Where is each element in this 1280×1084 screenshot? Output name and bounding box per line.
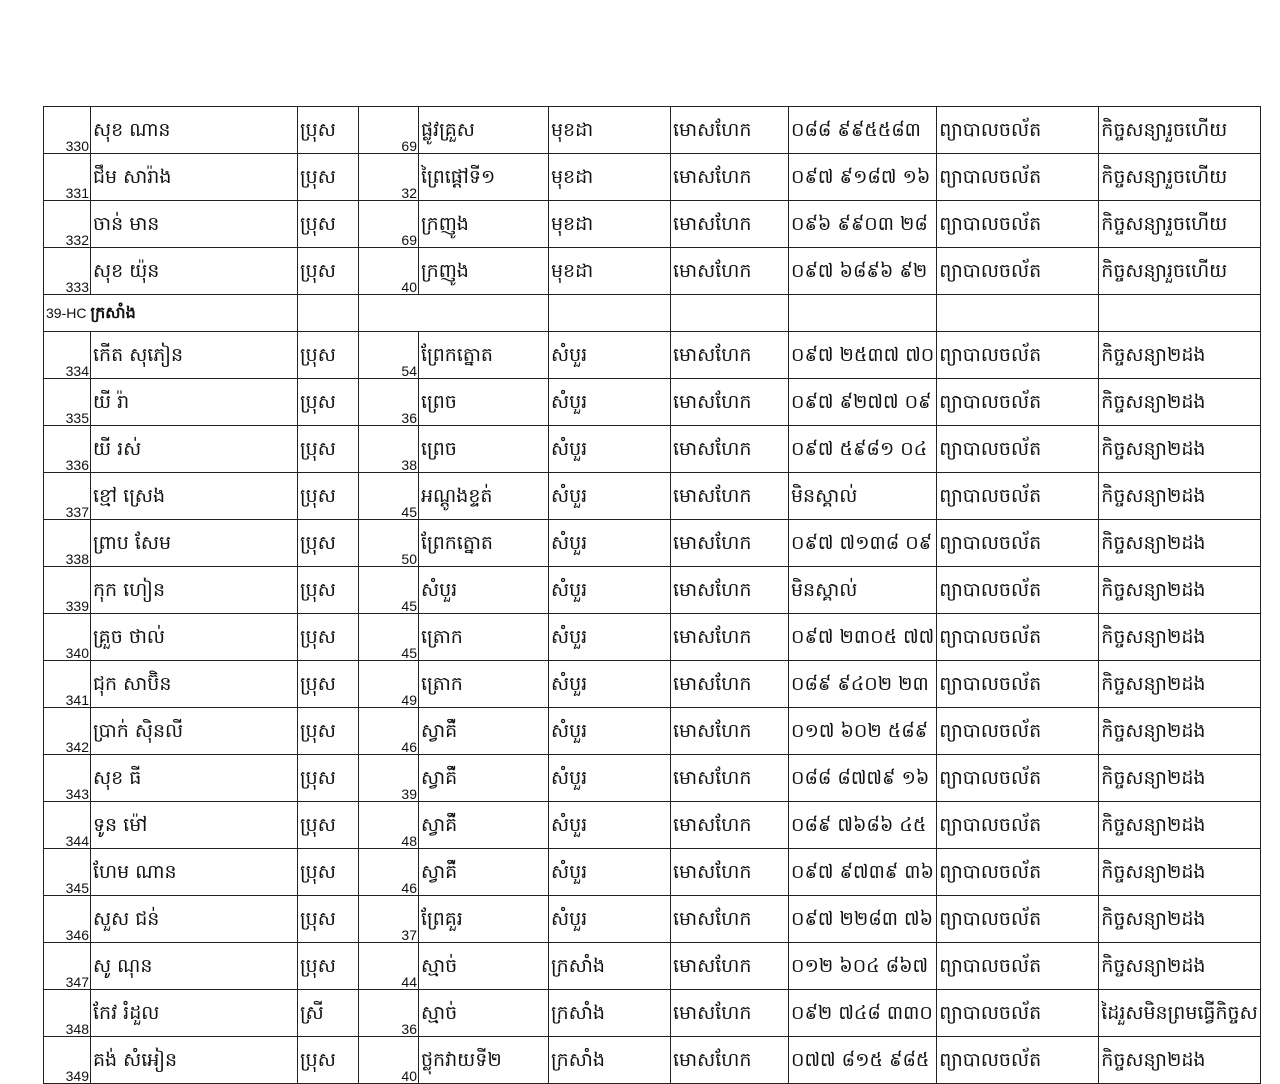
village-name: ស្វាគ៌ី <box>419 802 549 849</box>
patient-name: ព្រាប សែម <box>91 520 298 567</box>
table-row <box>44 1037 1261 1084</box>
contract-status: កិច្ចសន្យា២ដង <box>1099 1037 1260 1084</box>
treatment-type: ព្យាបាលចល័ត <box>937 990 1099 1037</box>
contract-status: កិច្ចសន្យា២ដង <box>1099 708 1260 755</box>
row-number: 335 <box>44 379 91 426</box>
table-row <box>44 426 1261 473</box>
patient-age: 54 <box>359 332 419 379</box>
phone-number: ០៨៩ ៩៤០២ ២៣ <box>789 661 937 708</box>
section-row <box>44 295 1261 332</box>
row-number: 332 <box>44 201 91 248</box>
group-name: មោសហែក <box>671 708 789 755</box>
village-name: ស្វាគ៌ី <box>419 708 549 755</box>
village-name: ស្មាច់ <box>419 943 549 990</box>
row-number: 348 <box>44 990 91 1037</box>
patient-sex: ប្រុស <box>298 332 359 379</box>
row-number: 331 <box>44 154 91 201</box>
commune-name: ក្រសាំង <box>549 943 671 990</box>
patient-sex: ប្រុស <box>298 426 359 473</box>
treatment-type: ព្យាបាលចល័ត <box>937 379 1099 426</box>
patient-table <box>43 106 1261 1084</box>
table-row <box>44 201 1261 248</box>
phone-number: ០៩៧ ៩២៧៧ ០៩ <box>789 379 937 426</box>
phone-number: ០៩៧ ៩៧៣៩ ៣៦ <box>789 849 937 896</box>
patient-name: ចាន់ មាន <box>91 201 298 248</box>
patient-sex: ប្រុស <box>298 520 359 567</box>
patient-sex: ប្រុស <box>298 708 359 755</box>
commune-name: សំបួរ <box>549 520 671 567</box>
group-name: មោសហែក <box>671 849 789 896</box>
commune-name: សំបួរ <box>549 332 671 379</box>
village-name: ត្រោក <box>419 614 549 661</box>
empty-cell <box>671 295 789 332</box>
patient-age: 39 <box>359 755 419 802</box>
row-number: 343 <box>44 755 91 802</box>
treatment-type: ព្យាបាលចល័ត <box>937 802 1099 849</box>
group-name: មោសហែក <box>671 1037 789 1084</box>
patient-sex: ប្រុស <box>298 896 359 943</box>
treatment-type: ព្យាបាលចល័ត <box>937 248 1099 295</box>
contract-status: កិច្ចសន្យារួចហើយ <box>1099 201 1260 248</box>
patient-age: 32 <box>359 154 419 201</box>
patient-name: សុខ ធី <box>91 755 298 802</box>
patient-sex: ប្រុស <box>298 943 359 990</box>
patient-age: 45 <box>359 614 419 661</box>
table-row <box>44 473 1261 520</box>
patient-name: ជឹម សារ៉ាង <box>91 154 298 201</box>
contract-status: កិច្ចសន្យារួចហើយ <box>1099 248 1260 295</box>
empty-cell <box>549 295 671 332</box>
commune-name: មុខដា <box>549 107 671 154</box>
treatment-type: ព្យាបាលចល័ត <box>937 849 1099 896</box>
empty-cell <box>1099 295 1260 332</box>
row-number: 341 <box>44 661 91 708</box>
patient-age: 40 <box>359 1037 419 1084</box>
village-name: ព្រេច <box>419 379 549 426</box>
patient-name: ប្រាក់ ស៊ិនលី <box>91 708 298 755</box>
contract-status: កិច្ចសន្យា២ដង <box>1099 426 1260 473</box>
group-name: មោសហែក <box>671 107 789 154</box>
patient-age: 48 <box>359 802 419 849</box>
row-number: 342 <box>44 708 91 755</box>
row-number: 338 <box>44 520 91 567</box>
treatment-type: ព្យាបាលចល័ត <box>937 614 1099 661</box>
patient-age: 36 <box>359 990 419 1037</box>
phone-number: ០៩៧ ២៣០៥ ៧៧ <box>789 614 937 661</box>
group-name: មោសហែក <box>671 473 789 520</box>
empty-cell <box>359 295 549 332</box>
section-cell <box>44 295 298 332</box>
patient-name: សុខ យ៉ុន <box>91 248 298 295</box>
patient-name: ហែម ណាន <box>91 849 298 896</box>
phone-number: ០៧៧ ៨១៥ ៩៨៥ <box>789 1037 937 1084</box>
village-name: ព្រែគួរ <box>419 896 549 943</box>
patient-age: 44 <box>359 943 419 990</box>
village-name: សំបួរ <box>419 567 549 614</box>
treatment-type: ព្យាបាលចល័ត <box>937 107 1099 154</box>
group-name: មោសហែក <box>671 201 789 248</box>
table-row <box>44 708 1261 755</box>
row-number: 349 <box>44 1037 91 1084</box>
group-name: មោសហែក <box>671 426 789 473</box>
treatment-type: ព្យាបាលចល័ត <box>937 943 1099 990</box>
patient-age: 49 <box>359 661 419 708</box>
group-name: មោសហែក <box>671 990 789 1037</box>
empty-cell <box>937 295 1099 332</box>
table-row <box>44 661 1261 708</box>
empty-cell <box>298 295 359 332</box>
table-row <box>44 154 1261 201</box>
patient-name: សុខ ណាន <box>91 107 298 154</box>
row-number: 344 <box>44 802 91 849</box>
phone-number: ០៩៧ ៦៨៩៦ ៩២ <box>789 248 937 295</box>
table-row <box>44 107 1261 154</box>
row-number: 345 <box>44 849 91 896</box>
row-number: 333 <box>44 248 91 295</box>
table-row <box>44 755 1261 802</box>
table-row <box>44 614 1261 661</box>
table-row <box>44 248 1261 295</box>
table-row <box>44 896 1261 943</box>
village-name: ស្វាគ៌ី <box>419 755 549 802</box>
phone-number: ០៨៨ ៨៧៧៩ ១៦ <box>789 755 937 802</box>
table-row <box>44 849 1261 896</box>
table-row <box>44 990 1261 1037</box>
treatment-type: ព្យាបាលចល័ត <box>937 567 1099 614</box>
patient-sex: ប្រុស <box>298 107 359 154</box>
patient-name: កុក ហៀន <box>91 567 298 614</box>
patient-name: សូ ណុន <box>91 943 298 990</box>
village-name: ថ្លុកវាយទី២ <box>419 1037 549 1084</box>
village-name: ព្រែកត្នោត <box>419 332 549 379</box>
patient-age: 38 <box>359 426 419 473</box>
phone-number: ០៩៧ ៩១៨៧ ១៦ <box>789 154 937 201</box>
row-number: 340 <box>44 614 91 661</box>
patient-age: 46 <box>359 849 419 896</box>
phone-number: ០៩៦ ៩៩០៣ ២៨ <box>789 201 937 248</box>
village-name: ស្វាគ៌ី <box>419 849 549 896</box>
contract-status: ដៃរួសមិនព្រមធ្វើកិច្ចស <box>1099 990 1260 1037</box>
contract-status: កិច្ចសន្យា២ដង <box>1099 896 1260 943</box>
group-name: មោសហែក <box>671 802 789 849</box>
row-number: 339 <box>44 567 91 614</box>
group-name: មោសហែក <box>671 896 789 943</box>
contract-status: កិច្ចសន្យារួចហើយ <box>1099 154 1260 201</box>
patient-sex: ប្រុស <box>298 614 359 661</box>
patient-age: 50 <box>359 520 419 567</box>
phone-number: មិនស្គាល់ <box>789 473 937 520</box>
contract-status: កិច្ចសន្យា២ដង <box>1099 614 1260 661</box>
commune-name: សំបួរ <box>549 896 671 943</box>
table-row <box>44 567 1261 614</box>
treatment-type: ព្យាបាលចល័ត <box>937 661 1099 708</box>
patient-age: 36 <box>359 379 419 426</box>
commune-name: សំបួរ <box>549 708 671 755</box>
patient-sex: ប្រុស <box>298 567 359 614</box>
patient-age: 37 <box>359 896 419 943</box>
patient-sex: ប្រុស <box>298 755 359 802</box>
treatment-type: ព្យាបាលចល័ត <box>937 154 1099 201</box>
treatment-type: ព្យាបាលចល័ត <box>937 1037 1099 1084</box>
table-body <box>44 107 1261 1084</box>
patient-age: 45 <box>359 473 419 520</box>
patient-name: កើត សុភៀន <box>91 332 298 379</box>
contract-status: កិច្ចសន្យារួចហើយ <box>1099 107 1260 154</box>
village-name: អណ្តូងខ្ទត់ <box>419 473 549 520</box>
patient-name: ខ្មៅ ស្រេង <box>91 473 298 520</box>
contract-status: កិច្ចសន្យា២ដង <box>1099 802 1260 849</box>
patient-sex: ប្រុស <box>298 802 359 849</box>
row-number: 330 <box>44 107 91 154</box>
phone-number: ០៩៧ ២២៨៣ ៧៦ <box>789 896 937 943</box>
patient-name: យី រ៉ា <box>91 379 298 426</box>
commune-name: សំបួរ <box>549 567 671 614</box>
commune-name: សំបួរ <box>549 426 671 473</box>
patient-age: 40 <box>359 248 419 295</box>
phone-number: ០១២ ៦០៤ ៨៦៧ <box>789 943 937 990</box>
treatment-type: ព្យាបាលចល័ត <box>937 520 1099 567</box>
contract-status: កិច្ចសន្យា២ដង <box>1099 379 1260 426</box>
phone-number: ០៩៧ ៥៩៨១ ០៤ <box>789 426 937 473</box>
row-number: 334 <box>44 332 91 379</box>
patient-sex: ប្រុស <box>298 849 359 896</box>
patient-sex: ស្រី <box>298 990 359 1037</box>
patient-name: ជុក សាប៊ិន <box>91 661 298 708</box>
contract-status: កិច្ចសន្យា២ដង <box>1099 473 1260 520</box>
contract-status: កិច្ចសន្យា២ដង <box>1099 520 1260 567</box>
group-name: មោសហែក <box>671 567 789 614</box>
phone-number: ០៩២ ៧៤៨ ៣៣០ <box>789 990 937 1037</box>
patient-sex: ប្រុស <box>298 661 359 708</box>
commune-name: សំបួរ <box>549 661 671 708</box>
group-name: មោសហែក <box>671 520 789 567</box>
contract-status: កិច្ចសន្យា២ដង <box>1099 567 1260 614</box>
phone-number: ០៨៩ ៧៦៨៦ ៤៥ <box>789 802 937 849</box>
patient-sex: ប្រុស <box>298 379 359 426</box>
table-row <box>44 520 1261 567</box>
row-number: 347 <box>44 943 91 990</box>
treatment-type: ព្យាបាលចល័ត <box>937 473 1099 520</box>
contract-status: កិច្ចសន្យា២ដង <box>1099 332 1260 379</box>
commune-name: ក្រសាំង <box>549 990 671 1037</box>
empty-cell <box>789 295 937 332</box>
patient-sex: ប្រុស <box>298 473 359 520</box>
village-name: ផ្លូវគ្រួស <box>419 107 549 154</box>
phone-number: ០១៧ ៦០២ ៥៨៩ <box>789 708 937 755</box>
group-name: មោសហែក <box>671 755 789 802</box>
group-name: មោសហែក <box>671 614 789 661</box>
village-name: ព្រៃផ្តៅទី១ <box>419 154 549 201</box>
commune-name: មុខដា <box>549 201 671 248</box>
village-name: ស្មាច់ <box>419 990 549 1037</box>
table-row <box>44 332 1261 379</box>
table-row <box>44 802 1261 849</box>
phone-number: ០៩៧ ៧១៣៨ ០៩ <box>789 520 937 567</box>
treatment-type: ព្យាបាលចល័ត <box>937 708 1099 755</box>
group-name: មោសហែក <box>671 332 789 379</box>
section-name: ក្រសាំង <box>90 303 136 322</box>
commune-name: សំបួរ <box>549 849 671 896</box>
patient-name: គ្រួច ថាល់ <box>91 614 298 661</box>
treatment-type: ព្យាបាលចល័ត <box>937 426 1099 473</box>
row-number: 336 <box>44 426 91 473</box>
patient-age: 46 <box>359 708 419 755</box>
patient-name: ទូន ម៉ៅ <box>91 802 298 849</box>
patient-sex: ប្រុស <box>298 1037 359 1084</box>
phone-number: ០៩៧ ២៥៣៧ ៧០ <box>789 332 937 379</box>
patient-sex: ប្រុស <box>298 201 359 248</box>
village-name: ព្រែកត្នោត <box>419 520 549 567</box>
patient-name: យី រស់ <box>91 426 298 473</box>
commune-name: សំបួរ <box>549 802 671 849</box>
patient-age: 45 <box>359 567 419 614</box>
group-name: មោសហែក <box>671 943 789 990</box>
patient-name: កែវ រំដួល <box>91 990 298 1037</box>
treatment-type: ព្យាបាលចល័ត <box>937 896 1099 943</box>
patient-sex: ប្រុស <box>298 248 359 295</box>
contract-status: កិច្ចសន្យា២ដង <box>1099 849 1260 896</box>
patient-name: គង់ សំអៀន <box>91 1037 298 1084</box>
table-row <box>44 379 1261 426</box>
commune-name: មុខដា <box>549 248 671 295</box>
contract-status: កិច្ចសន្យា២ដង <box>1099 755 1260 802</box>
group-name: មោសហែក <box>671 661 789 708</box>
village-name: ត្រោក <box>419 661 549 708</box>
commune-name: សំបួរ <box>549 755 671 802</box>
village-name: ក្រញូង <box>419 201 549 248</box>
treatment-type: ព្យាបាលចល័ត <box>937 201 1099 248</box>
village-name: ព្រេច <box>419 426 549 473</box>
section-code: 39-HC <box>46 305 87 321</box>
group-name: មោសហែក <box>671 154 789 201</box>
commune-name: ក្រសាំង <box>549 1037 671 1084</box>
patient-sex: ប្រុស <box>298 154 359 201</box>
commune-name: សំបួរ <box>549 379 671 426</box>
treatment-type: ព្យាបាលចល័ត <box>937 332 1099 379</box>
patient-age: 69 <box>359 107 419 154</box>
row-number: 346 <box>44 896 91 943</box>
row-number: 337 <box>44 473 91 520</box>
table-row <box>44 943 1261 990</box>
treatment-type: ព្យាបាលចល័ត <box>937 755 1099 802</box>
phone-number: មិនស្គាល់ <box>789 567 937 614</box>
commune-name: សំបួរ <box>549 614 671 661</box>
phone-number: ០៨៨ ៩៩៥៥៨៣ <box>789 107 937 154</box>
village-name: ក្រញូង <box>419 248 549 295</box>
group-name: មោសហែក <box>671 379 789 426</box>
contract-status: កិច្ចសន្យា២ដង <box>1099 661 1260 708</box>
commune-name: មុខដា <box>549 154 671 201</box>
contract-status: កិច្ចសន្យា២ដង <box>1099 943 1260 990</box>
commune-name: សំបួរ <box>549 473 671 520</box>
group-name: មោសហែក <box>671 248 789 295</box>
patient-name: សួស ជន់ <box>91 896 298 943</box>
patient-age: 69 <box>359 201 419 248</box>
